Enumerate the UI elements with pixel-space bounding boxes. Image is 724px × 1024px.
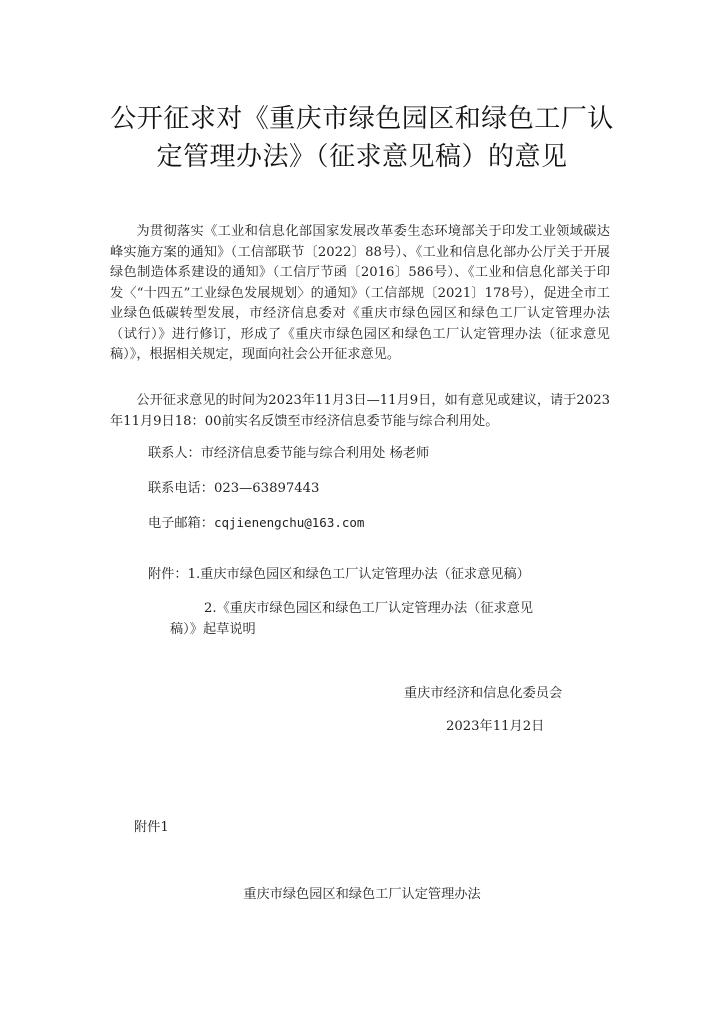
attachment-2-line-1: 2.《重庆市绿色园区和绿色工厂认定管理办法（征求意见 <box>204 601 534 616</box>
contact-person <box>148 444 429 464</box>
contact-label: 联系人： <box>148 446 201 461</box>
phone-label: 联系电话： <box>148 481 214 496</box>
contact-email <box>148 513 364 534</box>
signer: 重庆市经济和信息化委员会 <box>404 686 563 701</box>
attachments-label: 附件： <box>148 567 188 582</box>
consultation-period-paragraph: 公开征求意见的时间为2023年11月3日—11月9日，如有意见或建议，请于2023年11月9日18：00前实名反馈至市经济信息委节能与综合利用处。 <box>110 393 610 429</box>
phone-value: 023—63897443 <box>213 481 320 496</box>
title-line-1: 公开征求对《重庆市绿色园区和绿色工厂认 <box>110 104 614 134</box>
annex-label: 附件1 <box>134 820 169 835</box>
attachment-1-link[interactable]: 1.重庆市绿色园区和绿色工厂认定管理办法（征求意见稿） <box>187 567 530 582</box>
attachment-item-2[interactable] <box>170 598 590 640</box>
email-link[interactable]: cqjienengchu@163.com <box>213 515 365 530</box>
contact-value: 市经济信息委节能与综合利用处 杨老师 <box>200 446 430 461</box>
issue-date: 2023年11月2日 <box>446 719 545 734</box>
intro-paragraph: 为贯彻落实《工业和信息化部国家发展改革委生态环境部关于印发工业领域碳达峰实施方案的通知》（工信部联节〔2022〕88号）、《工业和信息化部办公厅关于开展绿色制造体系建设的通知》（工信厅节函〔2016〕586号）、《工业和信息化部关于印发〈“十四五”工业绿色发展规划〉的通知》（工信部规〔2021〕178号），促进全市工业绿色低碳转型发展，市经济信息委对《重庆市绿色园区和绿色工厂认定管理办法（试行）》进行修订，形成了《重庆市绿色园区和绿色工厂认定管理办法（征求意见稿）》，根据相关规定，现面向社会公开征求意见。 <box>110 224 610 362</box>
attachment-item-1 <box>148 565 530 585</box>
annex-title: 重庆市绿色园区和绿色工厂认定管理办法 <box>243 887 481 902</box>
attachment-2-line-2: 稿）》起草说明 <box>170 622 256 637</box>
page-title <box>80 100 644 176</box>
title-line-2: 定管理办法》（征求意见稿）的意见 <box>156 142 568 172</box>
contact-phone <box>148 479 319 499</box>
email-label: 电子邮箱： <box>148 516 214 531</box>
